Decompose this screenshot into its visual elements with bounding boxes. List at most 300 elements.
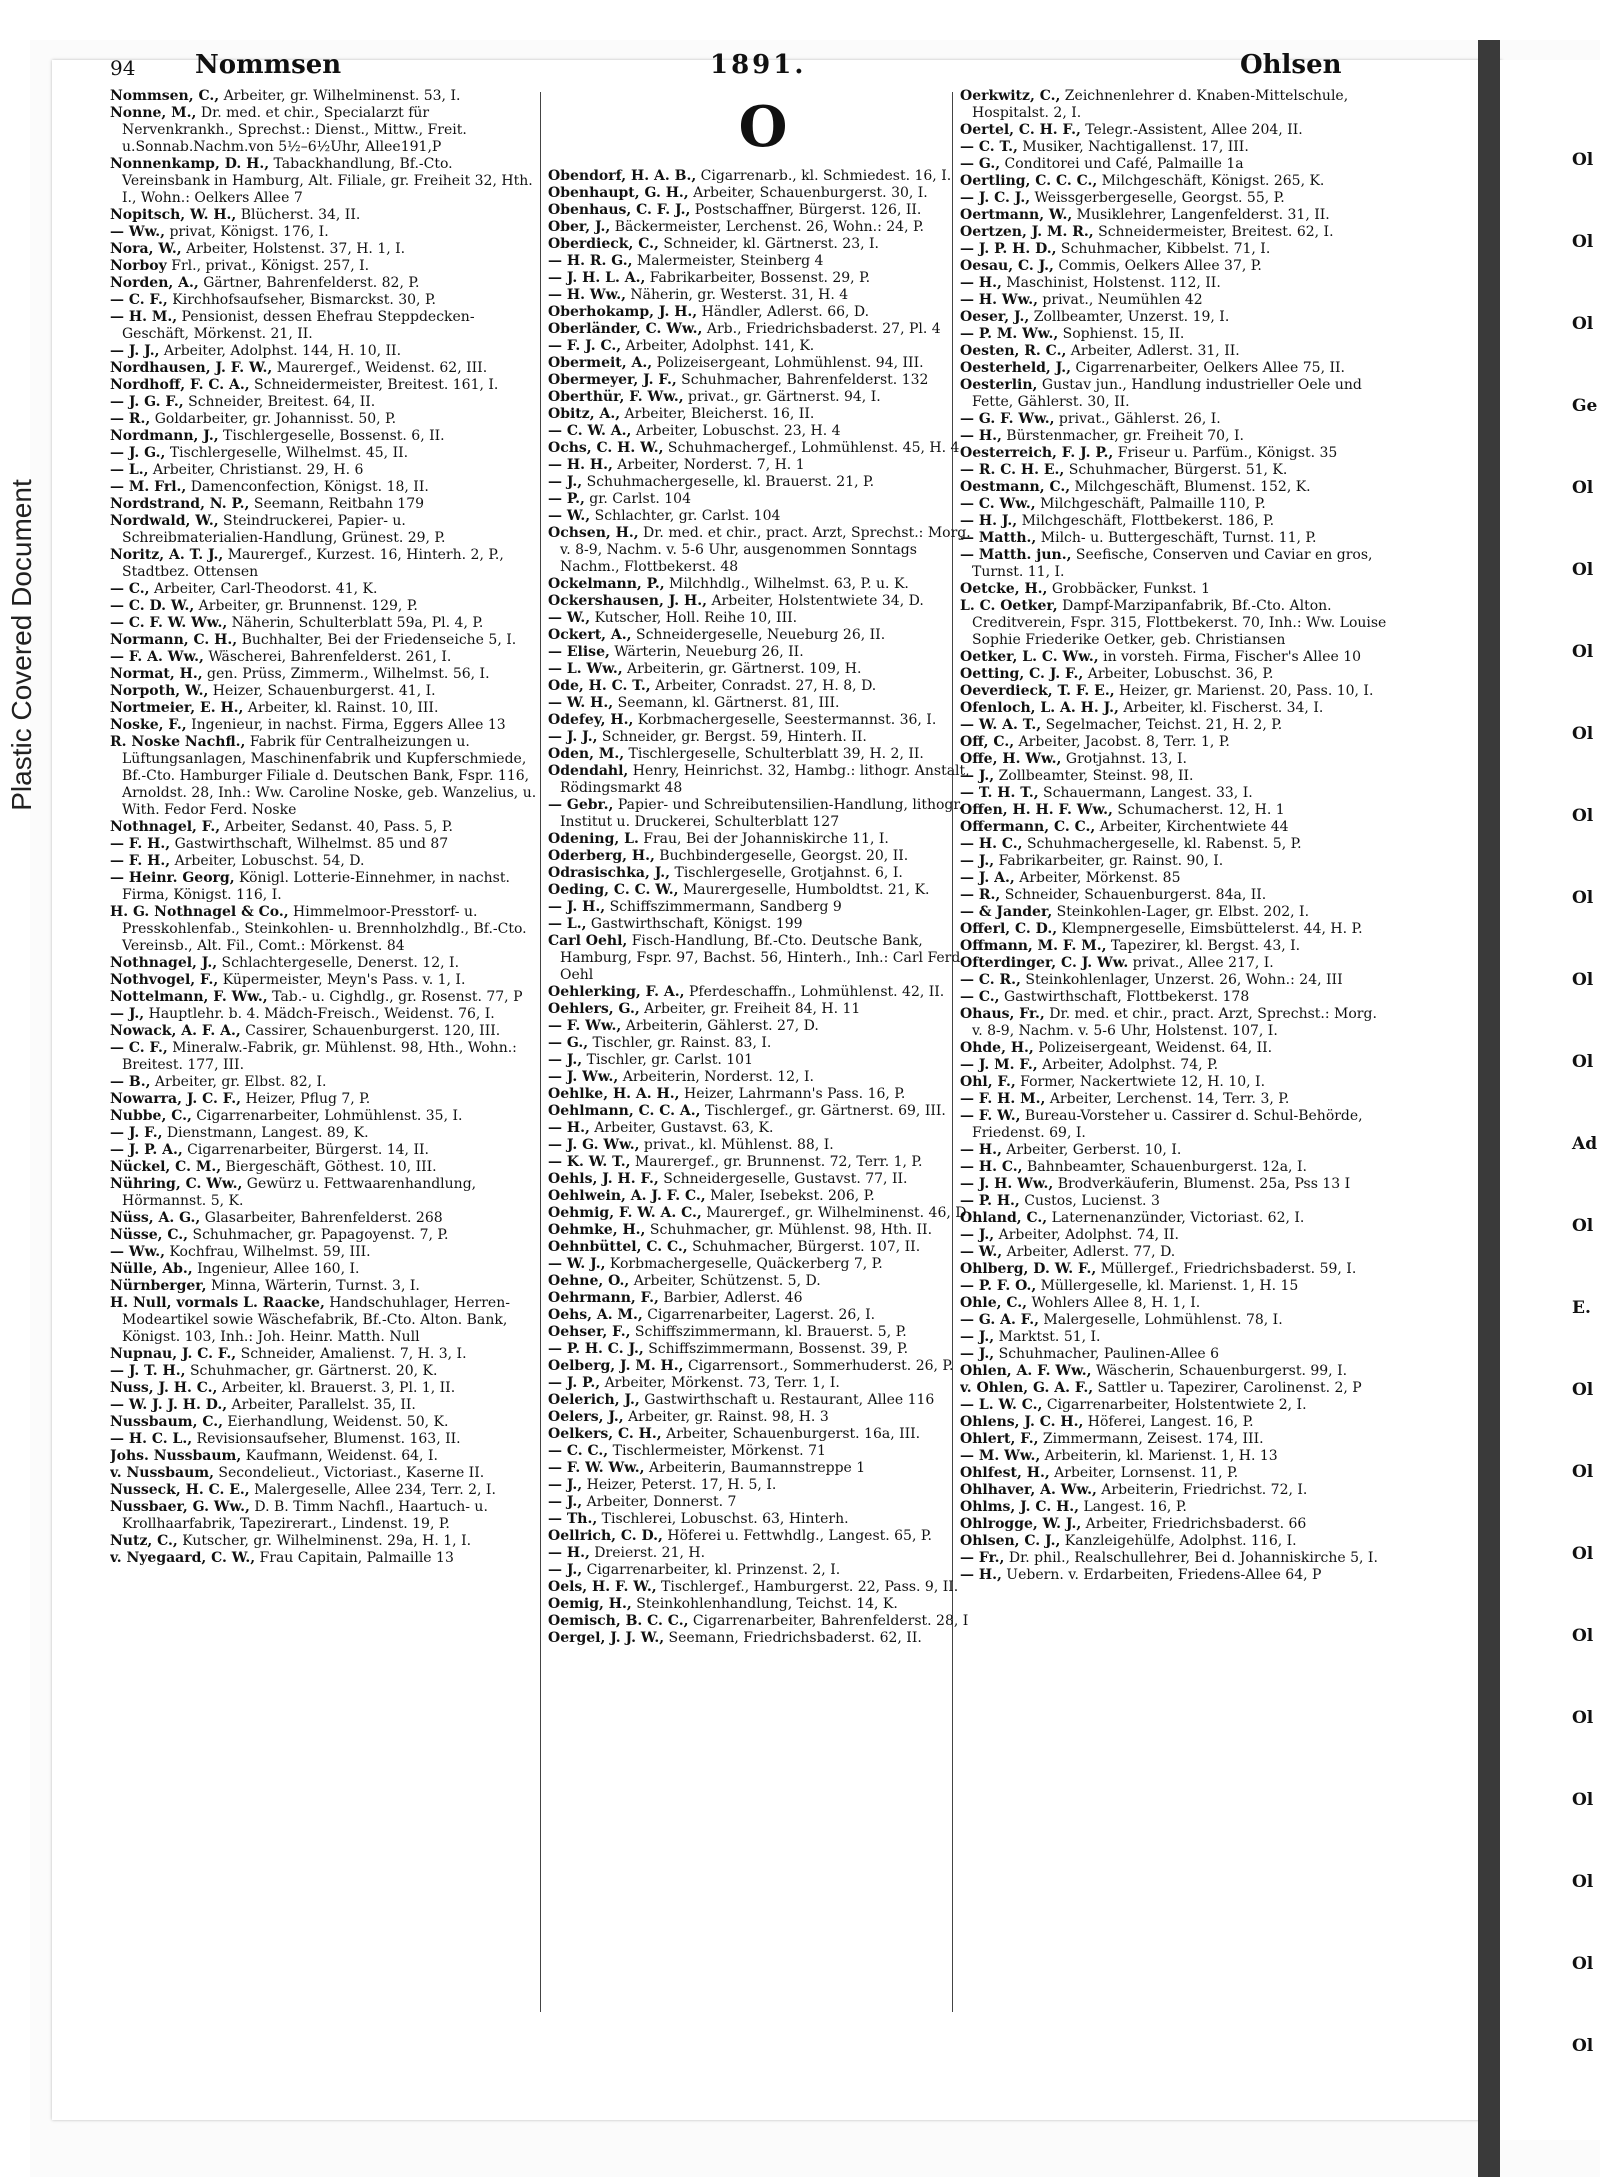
entry-details: Pferdeschaffn., Lohmühlenst. 42, II. bbox=[684, 984, 945, 1000]
entry-details: Wäscherei, Bahrenfelderst. 261, I. bbox=[203, 649, 452, 665]
next-page-fragment: Ol bbox=[1572, 888, 1594, 908]
entry-details: in vorsteh. Firma, Fischer's Allee 10 bbox=[1098, 649, 1362, 665]
directory-entry bbox=[960, 1006, 1390, 1040]
entry-name: Oetker, L. C. Ww., bbox=[960, 649, 1099, 665]
entry-details: Seemann, Friedrichsbaderst. 62, II. bbox=[664, 1630, 922, 1646]
directory-entry bbox=[110, 1482, 540, 1499]
entry-details: Arbeiter, Adolphst. 74, II. bbox=[994, 1227, 1180, 1243]
entry-details: Arbeiter, Mörkenst. 85 bbox=[1014, 870, 1181, 886]
directory-entry bbox=[110, 88, 540, 105]
entry-name: — W. J., bbox=[548, 1256, 606, 1272]
entry-details: Tapezirer, kl. Bergst. 43, I. bbox=[1106, 938, 1301, 954]
directory-entry bbox=[110, 1074, 540, 1091]
directory-entry bbox=[110, 989, 540, 1006]
entry-details: privat., Gählerst. 26, I. bbox=[1054, 411, 1221, 427]
entry-details: Müllergeselle, kl. Marienst. 1, H. 15 bbox=[1036, 1278, 1299, 1294]
entry-details: Arbeiterin, Norderst. 12, I. bbox=[618, 1069, 814, 1085]
directory-entry bbox=[960, 1482, 1390, 1499]
entry-name: — R., bbox=[960, 887, 1001, 903]
entry-details: Dampf-Marzipanfabrik, Bf.-Cto. Alton. Creditverein, Fspr. 315, Flottbekerst. 70, Inh.: Ww. Louise Sophie Friederike Oetker, geb. Christiansen bbox=[972, 598, 1387, 648]
directory-entry bbox=[548, 1120, 978, 1137]
entry-details: Schuhmachergeselle, kl. Brauerst. 21, P. bbox=[582, 474, 875, 490]
entry-details: Schuhmachergef., Lohmühlenst. 45, H. 4 bbox=[663, 440, 960, 456]
directory-entry bbox=[960, 462, 1390, 479]
entry-name: Nupnau, J. C. F., bbox=[110, 1346, 237, 1362]
entry-details: Wärterin, Neueburg 26, II. bbox=[609, 644, 804, 660]
directory-entry bbox=[548, 593, 978, 610]
next-page-fragment: Ol bbox=[1572, 478, 1594, 498]
entry-details: Uebern. v. Erdarbeiten, Friedens-Allee 64, P bbox=[1001, 1567, 1322, 1583]
entry-name: — J. T. H., bbox=[110, 1363, 186, 1379]
directory-entry bbox=[960, 938, 1390, 955]
entry-details: Heizer, Lahrmann's Pass. 16, P. bbox=[679, 1086, 906, 1102]
entry-name: — F. A. Ww., bbox=[110, 649, 204, 665]
entry-details: Blücherst. 34, II. bbox=[236, 207, 361, 223]
entry-name: — P. M. Ww., bbox=[960, 326, 1059, 342]
entry-details: Gastwirthschaft, Flottbekerst. 178 bbox=[999, 989, 1250, 1005]
entry-name: — H. C. L., bbox=[110, 1431, 193, 1447]
entry-name: — J. H. L. A., bbox=[548, 270, 646, 286]
column-3 bbox=[960, 88, 1390, 2048]
entry-details: Höferei, Langest. 16, P. bbox=[1083, 1414, 1254, 1430]
entry-details: Wohlers Allee 8, H. 1, I. bbox=[1027, 1295, 1201, 1311]
directory-entry bbox=[548, 491, 978, 508]
directory-entry bbox=[110, 1261, 540, 1278]
entry-details: Bahnbeamter, Schauenburgerst. 12a, I. bbox=[1022, 1159, 1307, 1175]
directory-entry bbox=[548, 372, 978, 389]
entry-details: Buchbindergeselle, Georgst. 20, II. bbox=[654, 848, 909, 864]
entry-details: Cigarrenarbeiter, Bahrenfelderst. 28, I bbox=[688, 1613, 969, 1629]
entry-name: — J. F., bbox=[110, 1125, 163, 1141]
entry-details: Gastwirthschaft, Wilhelmst. 85 und 87 bbox=[170, 836, 449, 852]
directory-entry bbox=[548, 1154, 978, 1171]
column-2 bbox=[548, 88, 978, 2048]
entry-name: — C. W. A., bbox=[548, 423, 632, 439]
directory-entry bbox=[110, 496, 540, 513]
entry-name: — C. Ww., bbox=[960, 496, 1036, 512]
directory-entry bbox=[960, 1431, 1390, 1448]
directory-entry bbox=[548, 695, 978, 712]
entry-details: Arbeiter, Adlerst. 77, D. bbox=[1002, 1244, 1176, 1260]
entry-name: Oerkwitz, C., bbox=[960, 88, 1061, 104]
entry-details: Schumacherst. 12, H. 1 bbox=[1112, 802, 1285, 818]
entry-name: — H. Ww., bbox=[960, 292, 1038, 308]
entry-name: Oderberg, H., bbox=[548, 848, 655, 864]
entry-details: Maurergeselle, Humboldtst. 21, K. bbox=[678, 882, 930, 898]
entry-name: Odening, L. bbox=[548, 831, 639, 847]
entry-name: — W. H., bbox=[548, 695, 614, 711]
entry-name: Oehmke, H., bbox=[548, 1222, 646, 1238]
entry-name: Oesterlin, bbox=[960, 377, 1038, 393]
entry-details: Tischlerei, Lobuschst. 63, Hinterh. bbox=[597, 1511, 849, 1527]
entry-name: — J., bbox=[548, 1562, 583, 1578]
entry-details: Schlachtergeselle, Denerst. 12, I. bbox=[217, 955, 460, 971]
page-year: 1891. bbox=[710, 50, 807, 80]
entry-name: — J. A., bbox=[960, 870, 1015, 886]
directory-entry bbox=[110, 836, 540, 853]
entry-details: Tischlergeselle, Bossenst. 6, II. bbox=[218, 428, 445, 444]
directory-entry bbox=[110, 1040, 540, 1074]
entry-details: Fabrikarbeiter, gr. Rainst. 90, I. bbox=[994, 853, 1224, 869]
directory-entry bbox=[960, 88, 1390, 122]
directory-entry bbox=[548, 253, 978, 270]
entry-details: Heizer, Pflug 7, P. bbox=[241, 1091, 371, 1107]
entry-name: Ohl, F., bbox=[960, 1074, 1016, 1090]
entry-name: — R., bbox=[110, 411, 151, 427]
entry-details: Tischlergeselle, Grotjahnst. 6, I. bbox=[670, 865, 903, 881]
directory-entry bbox=[110, 1244, 540, 1261]
entry-details: Schlachter, gr. Carlst. 104 bbox=[590, 508, 781, 524]
entry-name: — F. W. Ww., bbox=[548, 1460, 645, 1476]
entry-details: Müllergef., Friedrichsbaderst. 59, I. bbox=[1096, 1261, 1357, 1277]
entry-details: Arbeiter, Schützenst. 5, D. bbox=[629, 1273, 821, 1289]
entry-details: Arbeiter, Mörkenst. 73, Terr. 1, I. bbox=[600, 1375, 840, 1391]
directory-entry bbox=[960, 1074, 1390, 1091]
directory-entry bbox=[960, 904, 1390, 921]
directory-entry bbox=[548, 219, 978, 236]
directory-entry bbox=[548, 644, 978, 661]
entry-name: — H. H., bbox=[548, 457, 613, 473]
entry-details: Schiffszimmermann, Bossenst. 39, P. bbox=[643, 1341, 909, 1357]
directory-entry bbox=[110, 666, 540, 683]
directory-entry bbox=[110, 394, 540, 411]
directory-entry bbox=[960, 411, 1390, 428]
next-page-fragment: Ol bbox=[1572, 724, 1594, 744]
entry-details: Näherin, gr. Westerst. 31, H. 4 bbox=[625, 287, 849, 303]
entry-details: Heizer, Schauenburgerst. 41, I. bbox=[208, 683, 436, 699]
entry-details: Milchgeschäft, Flottbekerst. 186, P. bbox=[1017, 513, 1275, 529]
directory-entry bbox=[110, 224, 540, 241]
directory-entry bbox=[960, 1414, 1390, 1431]
directory-entry bbox=[548, 236, 978, 253]
entry-name: — G., bbox=[548, 1035, 589, 1051]
next-page-fragment: Ol bbox=[1572, 1462, 1594, 1482]
directory-entry bbox=[548, 1137, 978, 1154]
entry-details: Schuhmacher, gr. Gärtnerst. 20, K. bbox=[185, 1363, 438, 1379]
entry-name: Ohaus, Fr., bbox=[960, 1006, 1045, 1022]
entry-name: Offermann, C. C., bbox=[960, 819, 1096, 835]
directory-entry bbox=[548, 1205, 978, 1222]
entry-name: L. C. Oetker, bbox=[960, 598, 1058, 614]
entry-details: Arbeiter, Lobuschst. 54, D. bbox=[170, 853, 365, 869]
entry-name: Ohlen, A. F. Ww., bbox=[960, 1363, 1092, 1379]
entry-name: — Ww., bbox=[110, 1244, 165, 1260]
directory-entry bbox=[548, 1222, 978, 1239]
next-page-fragment: Ol bbox=[1572, 1954, 1594, 1974]
entry-details: Arbeiter, Conradst. 27, H. 8, D. bbox=[650, 678, 877, 694]
entry-details: privat, Königst. 176, I. bbox=[165, 224, 329, 240]
directory-entry bbox=[548, 355, 978, 372]
entry-details: Schneider, Schauenburgerst. 84a, II. bbox=[1000, 887, 1267, 903]
entry-name: Norboy bbox=[110, 258, 167, 274]
entry-name: — L., bbox=[110, 462, 149, 478]
entry-name: — J. P. H. D., bbox=[960, 241, 1057, 257]
entry-details: Arbeiter, Gerberst. 10, I. bbox=[1001, 1142, 1182, 1158]
entry-name: — C. T., bbox=[960, 139, 1018, 155]
entry-details: Cigarrenarbeiter, kl. Prinzenst. 2, I. bbox=[582, 1562, 841, 1578]
next-page-fragment: Ol bbox=[1572, 314, 1594, 334]
entry-name: Nortmeier, E. H., bbox=[110, 700, 244, 716]
directory-entry bbox=[110, 343, 540, 360]
next-page-fragment: Ol bbox=[1572, 1380, 1594, 1400]
directory-entry bbox=[110, 700, 540, 717]
entry-details: Maurergef., Kurzest. 16, Hinterh. 2, P., Stadtbez. Ottensen bbox=[122, 547, 504, 580]
entry-name: Nülle, Ab., bbox=[110, 1261, 193, 1277]
entry-name: Oehlerking, F. A., bbox=[548, 984, 685, 1000]
entry-details: Maurergef., gr. Brunnenst. 72, Terr. 1, P. bbox=[630, 1154, 923, 1170]
entry-details: Arbeiter, Parallelst. 35, II. bbox=[227, 1397, 416, 1413]
entry-details: Arbeiter, Bleicherst. 16, II. bbox=[620, 406, 815, 422]
directory-entry bbox=[548, 321, 978, 338]
directory-entry bbox=[960, 802, 1390, 819]
entry-details: Kutscher, gr. Wilhelminenst. 29a, H. 1, I. bbox=[177, 1533, 472, 1549]
entry-name: — C. R., bbox=[960, 972, 1021, 988]
entry-details: Arbeiter, gr. Elbst. 82, I. bbox=[150, 1074, 327, 1090]
entry-details: Cigarrensort., Sommerhuderst. 26, P. bbox=[683, 1358, 954, 1374]
entry-name: — J., bbox=[548, 1052, 583, 1068]
directory-entry bbox=[960, 428, 1390, 445]
entry-details: Seefische, Conserven und Caviar en gros, Turnst. 11, I. bbox=[972, 547, 1373, 580]
directory-entry bbox=[110, 598, 540, 615]
entry-name: Nowack, A. F. A., bbox=[110, 1023, 241, 1039]
entry-details: Dreierst. 21, H. bbox=[589, 1545, 706, 1561]
directory-entry bbox=[960, 1091, 1390, 1108]
entry-name: — C. C., bbox=[548, 1443, 609, 1459]
entry-details: Seemann, kl. Gärtnerst. 81, III. bbox=[613, 695, 840, 711]
entry-details: Mineralw.-Fabrik, gr. Mühlenst. 98, Hth., Wohn.: Breitest. 177, III. bbox=[122, 1040, 517, 1073]
directory-entry bbox=[548, 1307, 978, 1324]
directory-entry bbox=[960, 1040, 1390, 1057]
entry-name: Ockert, A., bbox=[548, 627, 632, 643]
entry-name: R. Noske Nachfl., bbox=[110, 734, 246, 750]
entry-name: Oehser, F., bbox=[548, 1324, 631, 1340]
entry-name: — J. C. J., bbox=[960, 190, 1031, 206]
directory-entry bbox=[548, 1426, 978, 1443]
directory-entry bbox=[960, 1176, 1390, 1193]
entry-details: Himmelmoor-Presstorf- u. Presskohlenfab., Steinkohlen- u. Brennholzhdlg., Bf.-Cto. Vereinsb., Alt. Fil., Comt.: Mörkenst. 84 bbox=[122, 904, 527, 954]
directory-entry bbox=[110, 870, 540, 904]
directory-entry bbox=[548, 185, 978, 202]
entry-name: — H. C., bbox=[960, 836, 1023, 852]
directory-entry bbox=[110, 241, 540, 258]
directory-entry bbox=[548, 287, 978, 304]
next-page-fragment: Ol bbox=[1572, 1052, 1594, 1072]
entry-name: — H., bbox=[548, 1545, 590, 1561]
next-page-fragment: Ol bbox=[1572, 642, 1594, 662]
entry-name: Oeser, J., bbox=[960, 309, 1030, 325]
next-page-fragment: Ol bbox=[1572, 560, 1594, 580]
entry-details: Cigarrenarbeiter, Lohmühlenst. 35, I. bbox=[191, 1108, 463, 1124]
entry-name: Nordwald, W., bbox=[110, 513, 219, 529]
directory-entry bbox=[110, 258, 540, 275]
section-letter: O bbox=[738, 94, 788, 160]
entry-name: Ohle, C., bbox=[960, 1295, 1027, 1311]
entry-details: Schiffszimmermann, kl. Brauerst. 5, P. bbox=[630, 1324, 907, 1340]
directory-entry bbox=[548, 202, 978, 219]
entry-details: Cigarrenarbeiter, Holstentwiete 2, I. bbox=[1042, 1397, 1307, 1413]
directory-entry bbox=[110, 1278, 540, 1295]
directory-entry bbox=[110, 1346, 540, 1363]
directory-entry bbox=[960, 734, 1390, 751]
directory-entry bbox=[548, 1069, 978, 1086]
entry-name: — J. G. Ww., bbox=[548, 1137, 640, 1153]
entry-name: Ockershausen, J. H., bbox=[548, 593, 707, 609]
directory-entry bbox=[548, 1171, 978, 1188]
entry-name: — L. W. C., bbox=[960, 1397, 1043, 1413]
entry-details: Frau, Bei der Johanniskirche 11, I. bbox=[638, 831, 889, 847]
directory-entry bbox=[960, 1244, 1390, 1261]
entry-name: — P. F. O., bbox=[960, 1278, 1037, 1294]
entry-name: — C., bbox=[110, 581, 150, 597]
directory-entry bbox=[110, 1431, 540, 1448]
directory-entry bbox=[960, 1550, 1390, 1567]
entry-name: Oelkers, C. H., bbox=[548, 1426, 662, 1442]
directory-entry bbox=[960, 496, 1390, 513]
entry-details: Gastwirthschaft u. Restaurant, Allee 116 bbox=[639, 1392, 935, 1408]
entry-details: Arbeiter, Donnerst. 7 bbox=[582, 1494, 737, 1510]
entry-name: Ohland, C., bbox=[960, 1210, 1048, 1226]
next-page-fragment: E. bbox=[1572, 1298, 1591, 1318]
entry-name: Obenhaupt, G. H., bbox=[548, 185, 689, 201]
directory-entry bbox=[548, 406, 978, 423]
directory-entry bbox=[960, 377, 1390, 411]
entry-name: Off, C., bbox=[960, 734, 1015, 750]
directory-entry bbox=[960, 1533, 1390, 1550]
entry-details: Former, Nackertwiete 12, H. 10, I. bbox=[1015, 1074, 1266, 1090]
entry-name: — J., bbox=[960, 1227, 995, 1243]
next-page-fragment: Ol bbox=[1572, 806, 1594, 826]
directory-entry bbox=[960, 1295, 1390, 1312]
directory-entry bbox=[110, 819, 540, 836]
directory-entry bbox=[110, 275, 540, 292]
entry-details: Barbier, Adlerst. 46 bbox=[658, 1290, 803, 1306]
entry-name: Oberländer, C. Ww., bbox=[548, 321, 703, 337]
directory-entry bbox=[960, 1159, 1390, 1176]
entry-details: Fabrikarbeiter, Bossenst. 29, P. bbox=[645, 270, 871, 286]
entry-name: — J. M. F., bbox=[960, 1057, 1038, 1073]
entry-details: Milchhdlg., Wilhelmst. 63, P. u. K. bbox=[664, 576, 909, 592]
entry-name: v. Nussbaum, bbox=[110, 1465, 214, 1481]
entry-details: privat., kl. Mühlenst. 88, I. bbox=[639, 1137, 834, 1153]
entry-details: Arbeiterin, Baumannstreppe 1 bbox=[644, 1460, 866, 1476]
entry-name: — F. H., bbox=[110, 836, 171, 852]
directory-entry bbox=[110, 1550, 540, 1567]
directory-entry bbox=[960, 530, 1390, 547]
directory-entry bbox=[548, 457, 978, 474]
entry-name: Oelberg, J. M. H., bbox=[548, 1358, 684, 1374]
entry-name: Oellrich, C. D., bbox=[548, 1528, 663, 1544]
entry-details: Musiklehrer, Langenfelderst. 31, II. bbox=[1072, 207, 1330, 223]
directory-entry bbox=[110, 615, 540, 632]
directory-entry bbox=[110, 1159, 540, 1176]
entry-details: Schneidermeister, Breitest. 161, I. bbox=[249, 377, 499, 393]
next-page-fragment: Ol bbox=[1572, 1216, 1594, 1236]
directory-entry bbox=[548, 1035, 978, 1052]
directory-entry bbox=[960, 683, 1390, 700]
entry-name: — J. G. F., bbox=[110, 394, 184, 410]
directory-entry bbox=[548, 1443, 978, 1460]
entry-name: Nordmann, J., bbox=[110, 428, 219, 444]
entry-name: Ode, H. C. T., bbox=[548, 678, 651, 694]
entry-details: Ingenieur, in nachst. Firma, Eggers Allee 13 bbox=[186, 717, 506, 733]
entry-name: Oesterreich, F. J. P., bbox=[960, 445, 1114, 461]
directory-entry bbox=[960, 1057, 1390, 1074]
entry-details: Brodverkäuferin, Blumenst. 25a, Pss 13 I bbox=[1053, 1176, 1351, 1192]
entry-details: Handschuhlager, Herren-Modeartikel sowie Wäschefabrik, Bf.-Cto. Alton. Bank, Königst. 103, Inh.: Joh. Heinr. Matth. Null bbox=[122, 1295, 510, 1345]
directory-entry bbox=[960, 853, 1390, 870]
entry-details: Minna, Wärterin, Turnst. 3, I. bbox=[206, 1278, 420, 1294]
entry-name: — K. W. T., bbox=[548, 1154, 631, 1170]
entry-details: Polizeisergeant, Weidenst. 64, II. bbox=[1033, 1040, 1273, 1056]
entry-details: Frl., privat., Königst. 257, I. bbox=[166, 258, 370, 274]
entry-name: Oelerich, J., bbox=[548, 1392, 640, 1408]
directory-entry bbox=[110, 1448, 540, 1465]
entry-name: — W., bbox=[960, 1244, 1003, 1260]
directory-entry bbox=[960, 1329, 1390, 1346]
entry-name: Normat, H., bbox=[110, 666, 203, 682]
entry-details: Laternenanzünder, Victoriast. 62, I. bbox=[1047, 1210, 1305, 1226]
directory-entry bbox=[110, 292, 540, 309]
next-page-fragment: Ge bbox=[1572, 396, 1598, 416]
entry-name: — H., bbox=[960, 1142, 1002, 1158]
entry-details: Tab.- u. Cighdlg., gr. Rosenst. 77, P bbox=[267, 989, 523, 1005]
entry-details: Schneider, Amalienst. 7, H. 3, I. bbox=[236, 1346, 467, 1362]
entry-details: Schuhmacher, Paulinen-Allee 6 bbox=[994, 1346, 1220, 1362]
directory-entry bbox=[110, 1533, 540, 1550]
column-1 bbox=[110, 88, 540, 2048]
entry-name: Nüsse, C., bbox=[110, 1227, 189, 1243]
entry-details: Arbeiter, gr. Wilhelminenst. 53, I. bbox=[219, 88, 461, 104]
entry-details: Cigarrenarbeiter, Oelkers Allee 75, II. bbox=[1070, 360, 1345, 376]
directory-entry bbox=[548, 831, 978, 848]
entry-details: gr. Carlst. 104 bbox=[584, 491, 691, 507]
directory-entry bbox=[110, 445, 540, 462]
entry-details: Arbeiter, Lerchenst. 14, Terr. 3, P. bbox=[1045, 1091, 1290, 1107]
directory-entry bbox=[110, 105, 540, 156]
entry-details: Postschaffner, Bürgerst. 126, II. bbox=[690, 202, 922, 218]
entry-details: Malergeselle, Allee 234, Terr. 2, I. bbox=[249, 1482, 496, 1498]
next-page-strip bbox=[1500, 60, 1600, 2140]
directory-entry bbox=[960, 547, 1390, 581]
entry-details: Cigarrenarbeiter, Bürgerst. 14, II. bbox=[182, 1142, 429, 1158]
entry-details: Fisch-Handlung, Bf.-Cto. Deutsche Bank, Hamburg, Fspr. 97, Bachst. 56, Hinterh., Inh.: Carl Ferd. Oehl bbox=[560, 933, 965, 983]
entry-details: Schuhmacher, Kibbelst. 71, I. bbox=[1056, 241, 1271, 257]
entry-name: Oehlke, H. A. H., bbox=[548, 1086, 680, 1102]
entry-details: Arbeiter, Kirchentwiete 44 bbox=[1095, 819, 1289, 835]
entry-name: Ohlrogge, W. J., bbox=[960, 1516, 1082, 1532]
directory-entry bbox=[548, 746, 978, 763]
entry-details: Commis, Oelkers Allee 37, P. bbox=[1053, 258, 1262, 274]
directory-entry bbox=[960, 1363, 1390, 1380]
entry-details: Gärtner, Bahrenfelderst. 82, P. bbox=[198, 275, 420, 291]
directory-entry bbox=[110, 632, 540, 649]
directory-entry bbox=[110, 734, 540, 819]
directory-entry bbox=[548, 168, 978, 185]
directory-entry bbox=[548, 508, 978, 525]
directory-entry bbox=[548, 1341, 978, 1358]
entry-name: — Elise, bbox=[548, 644, 610, 660]
next-page-fragment: Ol bbox=[1572, 232, 1594, 252]
entry-details: Schneider, Breitest. 64, II. bbox=[183, 394, 376, 410]
entry-name: Oergel, J. J. W., bbox=[548, 1630, 665, 1646]
entry-name: Ober, J., bbox=[548, 219, 611, 235]
entry-name: Noritz, A. T. J., bbox=[110, 547, 224, 563]
entry-name: — H. R. G., bbox=[548, 253, 633, 269]
directory-entry bbox=[110, 1091, 540, 1108]
directory-entry bbox=[548, 1511, 978, 1528]
entry-name: — F. H. M., bbox=[960, 1091, 1046, 1107]
directory-entry bbox=[548, 1545, 978, 1562]
